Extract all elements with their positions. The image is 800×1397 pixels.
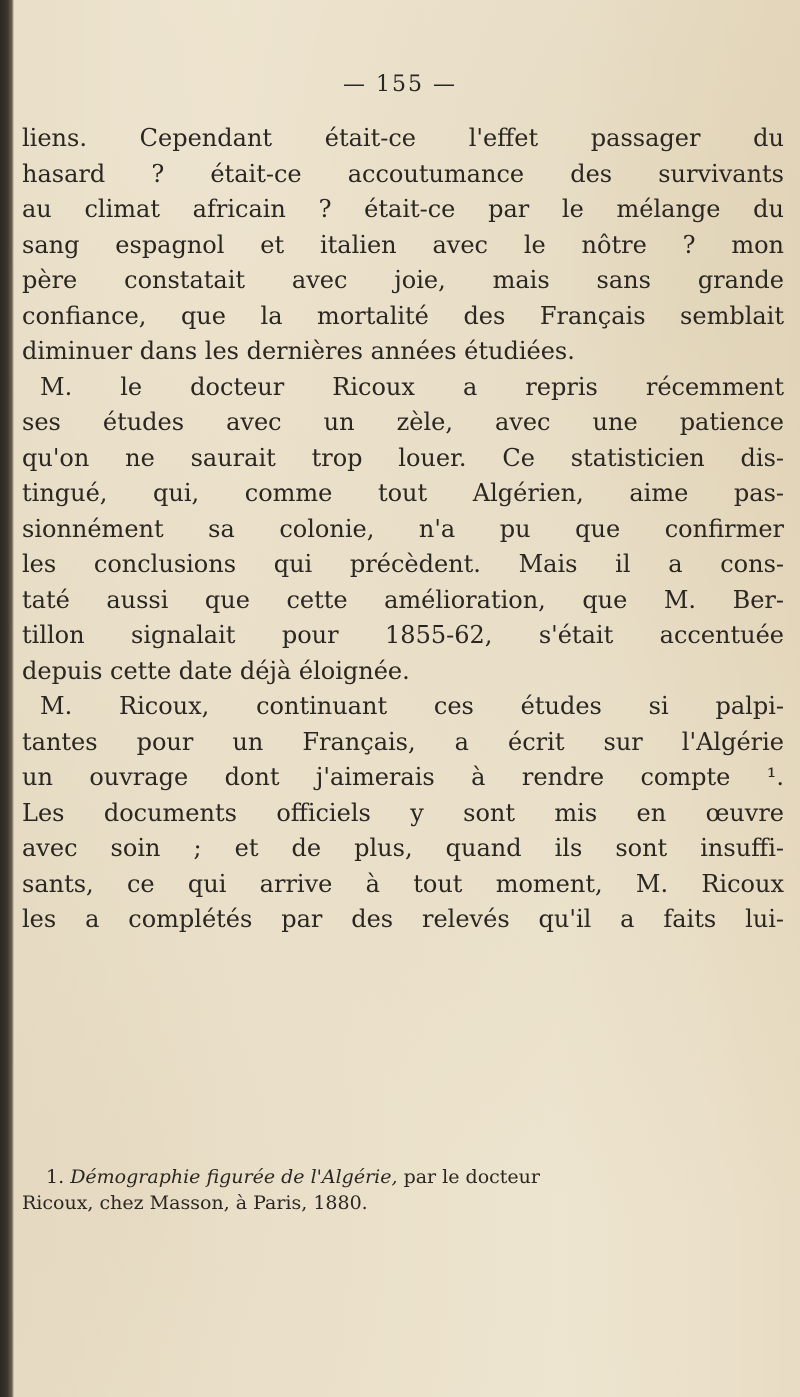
text-line: tillon signalait pour 1855-62, s'était accentuée	[22, 621, 784, 649]
text-line: M. Ricoux, continuant ces études si palpi-	[40, 692, 784, 720]
footnote-line: Ricoux, chez Masson, à Paris, 1880.	[22, 1192, 368, 1214]
text-line: tantes pour un Français, a écrit sur l'Algérie	[22, 727, 784, 756]
text-line: ses études avec un zèle, avec une patience	[22, 408, 784, 436]
footnote	[22, 1164, 784, 1216]
text-line: père constatait avec joie, mais sans grande	[22, 266, 784, 294]
text-line: les a complétés par des relevés qu'il a faits lui-	[22, 905, 784, 933]
footnote-number: 1.	[46, 1166, 65, 1188]
text-line: au climat africain ? était-ce par le mélange du	[22, 195, 784, 223]
text-line: sants, ce qui arrive à tout moment, M. Ricoux	[22, 869, 784, 898]
text-line: M. le docteur Ricoux a repris récemment	[40, 372, 784, 401]
text-line: les conclusions qui précèdent. Mais il a cons-	[22, 550, 784, 578]
text-line: sang espagnol et italien avec le nôtre ? mon	[22, 230, 784, 259]
text-line: Les documents officiels y sont mis en œuvre	[22, 798, 784, 827]
text-line: un ouvrage dont j'aimerais à rendre compte ¹.	[22, 763, 784, 791]
text-line: qu'on ne saurait trop louer. Ce statisticien dis-	[22, 443, 784, 472]
text-line: confiance, que la mortalité des Français semblait	[22, 301, 784, 330]
text-line: avec soin ; et de plus, quand ils sont insuffi-	[22, 834, 784, 862]
body-text	[22, 121, 784, 938]
footnote-title: Démographie figurée de l'Algérie,	[70, 1166, 398, 1188]
page-binding-edge	[0, 0, 14, 1397]
page-number: — 155 —	[343, 72, 457, 97]
footnote-line	[22, 1164, 784, 1190]
text-line: sionnément sa colonie, n'a pu que confirmer	[22, 514, 784, 543]
text-line: liens. Cependant était-ce l'effet passager du	[22, 124, 784, 152]
text-line: taté aussi que cette amélioration, que M. Ber-	[22, 585, 784, 614]
text-line: tingué, qui, comme tout Algérien, aime pas-	[22, 479, 784, 507]
footnote-text: par le docteur	[397, 1166, 540, 1188]
text-line: hasard ? était-ce accoutumance des survivants	[22, 159, 784, 188]
text-line: diminuer dans les dernières années étudiées.	[22, 337, 575, 365]
text-line: depuis cette date déjà éloignée.	[22, 656, 410, 685]
